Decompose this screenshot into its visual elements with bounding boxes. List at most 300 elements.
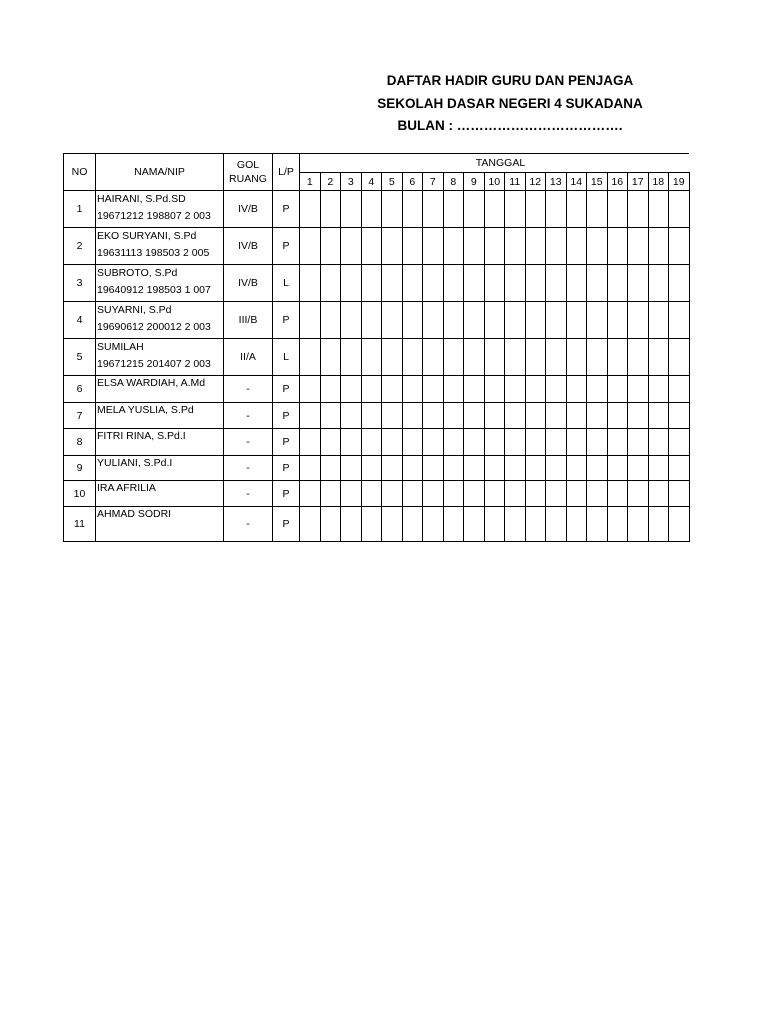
attendance-cell-day-5 [382, 481, 403, 507]
row-gol: - [224, 429, 273, 456]
attendance-cell-day-2 [320, 302, 341, 339]
attendance-cell-day-1 [300, 302, 321, 339]
row-nama-nip [96, 481, 224, 507]
attendance-cell-day-12 [525, 228, 546, 265]
attendance-cell-day-6 [402, 191, 423, 228]
attendance-cell-day-12 [525, 456, 546, 481]
attendance-cell-day-18 [648, 481, 669, 507]
attendance-cell-day-12 [525, 403, 546, 429]
day-header-6: 6 [402, 173, 423, 191]
day-header-7: 7 [423, 173, 444, 191]
day-header-14: 14 [566, 173, 587, 191]
attendance-cell-day-7 [423, 456, 444, 481]
attendance-cell-day-14 [566, 376, 587, 403]
header-tanggal-label: TANGGAL [475, 157, 526, 169]
attendance-cell-day-18 [648, 339, 669, 376]
attendance-cell-day-15 [587, 339, 608, 376]
attendance-cell-day-10 [484, 191, 505, 228]
attendance-cell-day-17 [628, 481, 649, 507]
table-row [64, 481, 690, 507]
row-nip: 19631113 198503 2 005 [97, 247, 210, 259]
row-nip: 19690612 200012 2 003 [97, 321, 211, 333]
attendance-cell-day-7 [423, 403, 444, 429]
attendance-cell-day-16 [607, 507, 628, 542]
row-no: 2 [64, 228, 96, 265]
month-line: BULAN : ………………………………. [397, 118, 623, 133]
table-row [64, 507, 690, 542]
attendance-cell-day-7 [423, 429, 444, 456]
attendance-cell-day-4 [361, 339, 382, 376]
row-nama-nip [96, 403, 224, 429]
table-row [64, 403, 690, 429]
attendance-cell-day-14 [566, 265, 587, 302]
attendance-cell-day-16 [607, 191, 628, 228]
table-row [64, 265, 690, 302]
attendance-cell-day-13 [546, 376, 567, 403]
attendance-cell-day-2 [320, 265, 341, 302]
day-header-4: 4 [361, 173, 382, 191]
row-gol: IV/B [224, 191, 273, 228]
attendance-cell-day-5 [382, 228, 403, 265]
attendance-cell-day-1 [300, 228, 321, 265]
attendance-cell-day-10 [484, 339, 505, 376]
attendance-cell-day-16 [607, 376, 628, 403]
attendance-cell-day-12 [525, 191, 546, 228]
attendance-cell-day-14 [566, 302, 587, 339]
attendance-cell-day-6 [402, 481, 423, 507]
attendance-cell-day-9 [464, 302, 485, 339]
attendance-cell-day-15 [587, 265, 608, 302]
attendance-cell-day-8 [443, 302, 464, 339]
table-row [64, 302, 690, 339]
attendance-cell-day-1 [300, 456, 321, 481]
attendance-cell-day-2 [320, 403, 341, 429]
attendance-cell-day-1 [300, 191, 321, 228]
row-nama-nip [96, 376, 224, 403]
attendance-cell-day-15 [587, 302, 608, 339]
attendance-cell-day-3 [341, 507, 362, 542]
attendance-cell-day-19 [669, 265, 690, 302]
attendance-cell-day-11 [505, 265, 526, 302]
attendance-cell-day-14 [566, 191, 587, 228]
document-title: DAFTAR HADIR GURU DAN PENJAGA [386, 73, 634, 88]
attendance-cell-day-18 [648, 403, 669, 429]
row-no: 10 [64, 481, 96, 507]
attendance-cell-day-18 [648, 191, 669, 228]
row-nama: YULIANI, S.Pd.I [97, 457, 173, 469]
attendance-cell-day-3 [341, 191, 362, 228]
attendance-cell-day-5 [382, 302, 403, 339]
attendance-table [63, 153, 690, 542]
attendance-cell-day-2 [320, 429, 341, 456]
header-gol: GOL [236, 159, 260, 171]
attendance-cell-day-7 [423, 507, 444, 542]
day-header-13: 13 [546, 173, 567, 191]
day-header-1: 1 [300, 173, 321, 191]
attendance-cell-day-8 [443, 429, 464, 456]
attendance-cell-day-10 [484, 302, 505, 339]
attendance-cell-day-2 [320, 456, 341, 481]
attendance-cell-day-17 [628, 302, 649, 339]
attendance-cell-day-16 [607, 456, 628, 481]
attendance-cell-day-19 [669, 191, 690, 228]
attendance-cell-day-5 [382, 339, 403, 376]
attendance-cell-day-12 [525, 429, 546, 456]
attendance-cell-day-6 [402, 376, 423, 403]
day-header-2: 2 [320, 173, 341, 191]
attendance-cell-day-17 [628, 429, 649, 456]
attendance-cell-day-5 [382, 403, 403, 429]
attendance-cell-day-8 [443, 265, 464, 302]
row-gol: - [224, 481, 273, 507]
day-header-5: 5 [382, 173, 403, 191]
attendance-cell-day-8 [443, 456, 464, 481]
attendance-cell-day-18 [648, 302, 669, 339]
attendance-cell-day-9 [464, 429, 485, 456]
attendance-cell-day-11 [505, 481, 526, 507]
attendance-cell-day-1 [300, 481, 321, 507]
attendance-cell-day-17 [628, 228, 649, 265]
attendance-cell-day-16 [607, 228, 628, 265]
attendance-cell-day-10 [484, 376, 505, 403]
attendance-cell-day-11 [505, 191, 526, 228]
attendance-cell-day-14 [566, 456, 587, 481]
attendance-cell-day-10 [484, 481, 505, 507]
attendance-cell-day-8 [443, 481, 464, 507]
row-no: 1 [64, 191, 96, 228]
day-header-11: 11 [505, 173, 526, 191]
attendance-cell-day-4 [361, 403, 382, 429]
table-row [64, 191, 690, 228]
attendance-cell-day-2 [320, 481, 341, 507]
attendance-cell-day-2 [320, 376, 341, 403]
attendance-cell-day-16 [607, 302, 628, 339]
header-gol-ruang [224, 154, 273, 191]
row-nama-nip [96, 429, 224, 456]
attendance-cell-day-12 [525, 339, 546, 376]
attendance-cell-day-18 [648, 456, 669, 481]
table-row [64, 376, 690, 403]
attendance-cell-day-2 [320, 507, 341, 542]
row-lp: P [273, 456, 300, 481]
row-lp: P [273, 481, 300, 507]
attendance-cell-day-1 [300, 403, 321, 429]
attendance-cell-day-4 [361, 481, 382, 507]
attendance-cell-day-13 [546, 429, 567, 456]
attendance-cell-day-9 [464, 191, 485, 228]
attendance-cell-day-7 [423, 376, 444, 403]
attendance-cell-day-4 [361, 228, 382, 265]
attendance-cell-day-3 [341, 265, 362, 302]
attendance-cell-day-14 [566, 429, 587, 456]
attendance-cell-day-1 [300, 429, 321, 456]
table-row [64, 456, 690, 481]
row-gol: II/A [224, 339, 273, 376]
attendance-cell-day-12 [525, 376, 546, 403]
attendance-cell-day-9 [464, 228, 485, 265]
attendance-cell-day-3 [341, 339, 362, 376]
row-no: 8 [64, 429, 96, 456]
row-nama: HAIRANI, S.Pd.SD [97, 193, 186, 205]
attendance-cell-day-11 [505, 429, 526, 456]
day-header-9: 9 [464, 173, 485, 191]
attendance-cell-day-3 [341, 481, 362, 507]
attendance-cell-day-15 [587, 481, 608, 507]
attendance-cell-day-7 [423, 339, 444, 376]
attendance-cell-day-17 [628, 456, 649, 481]
attendance-cell-day-17 [628, 339, 649, 376]
day-header-8: 8 [443, 173, 464, 191]
attendance-cell-day-1 [300, 265, 321, 302]
row-nama: SUYARNI, S.Pd [97, 304, 172, 316]
attendance-cell-day-18 [648, 228, 669, 265]
row-gol: - [224, 507, 273, 542]
header-ruang: RUANG [229, 173, 267, 185]
attendance-cell-day-6 [402, 228, 423, 265]
attendance-cell-day-8 [443, 507, 464, 542]
attendance-cell-day-4 [361, 507, 382, 542]
row-nama: IRA AFRILIA [97, 482, 156, 494]
attendance-cell-day-3 [341, 403, 362, 429]
row-nama: SUMILAH [97, 341, 144, 353]
attendance-cell-day-7 [423, 302, 444, 339]
day-header-17: 17 [628, 173, 649, 191]
attendance-cell-day-10 [484, 403, 505, 429]
attendance-cell-day-19 [669, 481, 690, 507]
attendance-cell-day-8 [443, 403, 464, 429]
attendance-cell-day-4 [361, 456, 382, 481]
row-nama-nip [96, 191, 224, 228]
row-nama-nip [96, 456, 224, 481]
attendance-cell-day-12 [525, 481, 546, 507]
attendance-cell-day-13 [546, 228, 567, 265]
attendance-cell-day-9 [464, 339, 485, 376]
attendance-cell-day-3 [341, 456, 362, 481]
attendance-cell-day-11 [505, 339, 526, 376]
row-no: 6 [64, 376, 96, 403]
attendance-cell-day-4 [361, 429, 382, 456]
attendance-cell-day-9 [464, 481, 485, 507]
day-header-3: 3 [341, 173, 362, 191]
attendance-cell-day-8 [443, 376, 464, 403]
attendance-cell-day-1 [300, 376, 321, 403]
table-row [64, 339, 690, 376]
header-row-1 [64, 154, 690, 173]
row-lp: P [273, 507, 300, 542]
attendance-cell-day-7 [423, 191, 444, 228]
attendance-cell-day-19 [669, 302, 690, 339]
attendance-cell-day-12 [525, 265, 546, 302]
attendance-cell-day-12 [525, 302, 546, 339]
attendance-cell-day-5 [382, 265, 403, 302]
attendance-cell-day-9 [464, 376, 485, 403]
attendance-cell-day-13 [546, 507, 567, 542]
attendance-cell-day-11 [505, 456, 526, 481]
row-nama-nip [96, 339, 224, 376]
attendance-cell-day-9 [464, 456, 485, 481]
attendance-cell-day-6 [402, 265, 423, 302]
attendance-cell-day-19 [669, 507, 690, 542]
attendance-cell-day-14 [566, 403, 587, 429]
row-nama-nip [96, 302, 224, 339]
attendance-cell-day-15 [587, 456, 608, 481]
attendance-cell-day-2 [320, 228, 341, 265]
attendance-cell-day-19 [669, 228, 690, 265]
attendance-cell-day-3 [341, 429, 362, 456]
attendance-cell-day-6 [402, 429, 423, 456]
attendance-cell-day-13 [546, 456, 567, 481]
attendance-cell-day-19 [669, 456, 690, 481]
attendance-cell-day-16 [607, 481, 628, 507]
row-gol: IV/B [224, 265, 273, 302]
attendance-cell-day-5 [382, 456, 403, 481]
attendance-cell-day-5 [382, 191, 403, 228]
table-row [64, 429, 690, 456]
attendance-cell-day-14 [566, 339, 587, 376]
attendance-cell-day-8 [443, 228, 464, 265]
attendance-cell-day-5 [382, 429, 403, 456]
day-header-19: 19 [669, 173, 690, 191]
row-nama-nip [96, 228, 224, 265]
row-no: 4 [64, 302, 96, 339]
row-nama: EKO SURYANI, S.Pd [97, 230, 197, 242]
attendance-cell-day-18 [648, 265, 669, 302]
day-header-10: 10 [484, 173, 505, 191]
attendance-cell-day-5 [382, 507, 403, 542]
attendance-cell-day-18 [648, 376, 669, 403]
attendance-cell-day-14 [566, 228, 587, 265]
row-gol: IV/B [224, 228, 273, 265]
attendance-cell-day-13 [546, 403, 567, 429]
attendance-cell-day-9 [464, 403, 485, 429]
row-gol: - [224, 456, 273, 481]
row-lp: L [273, 265, 300, 302]
row-nama: AHMAD SODRI [97, 508, 172, 520]
attendance-cell-day-16 [607, 403, 628, 429]
attendance-cell-day-7 [423, 265, 444, 302]
attendance-cell-day-10 [484, 507, 505, 542]
attendance-cell-day-17 [628, 376, 649, 403]
row-nama: SUBROTO, S.Pd [97, 267, 178, 279]
attendance-cell-day-2 [320, 339, 341, 376]
attendance-cell-day-1 [300, 339, 321, 376]
attendance-cell-day-4 [361, 191, 382, 228]
attendance-cell-day-3 [341, 228, 362, 265]
attendance-cell-day-13 [546, 339, 567, 376]
attendance-cell-day-18 [648, 507, 669, 542]
attendance-cell-day-18 [648, 429, 669, 456]
day-header-12: 12 [525, 173, 546, 191]
row-gol: - [224, 376, 273, 403]
attendance-cell-day-6 [402, 456, 423, 481]
row-lp: P [273, 302, 300, 339]
row-lp: P [273, 403, 300, 429]
attendance-cell-day-9 [464, 265, 485, 302]
attendance-cell-day-16 [607, 429, 628, 456]
attendance-cell-day-19 [669, 339, 690, 376]
attendance-cell-day-14 [566, 507, 587, 542]
attendance-cell-day-6 [402, 302, 423, 339]
row-gol: III/B [224, 302, 273, 339]
attendance-cell-day-11 [505, 403, 526, 429]
attendance-cell-day-6 [402, 339, 423, 376]
header-no: NO [64, 154, 96, 191]
row-gol: - [224, 403, 273, 429]
attendance-cell-day-17 [628, 403, 649, 429]
row-nama: FITRI RINA, S.Pd.I [97, 430, 186, 442]
attendance-cell-day-9 [464, 507, 485, 542]
attendance-cell-day-7 [423, 481, 444, 507]
row-nama: MELA YUSLIA, S.Pd [97, 404, 194, 416]
attendance-cell-day-4 [361, 302, 382, 339]
attendance-cell-day-15 [587, 507, 608, 542]
attendance-cell-day-11 [505, 302, 526, 339]
attendance-cell-day-16 [607, 265, 628, 302]
table-row [64, 228, 690, 265]
attendance-cell-day-11 [505, 507, 526, 542]
row-lp: L [273, 339, 300, 376]
row-nama: ELSA WARDIAH, A.Md [97, 377, 206, 389]
attendance-cell-day-13 [546, 191, 567, 228]
attendance-cell-day-13 [546, 481, 567, 507]
attendance-cell-day-11 [505, 376, 526, 403]
day-header-18: 18 [648, 173, 669, 191]
school-name: SEKOLAH DASAR NEGERI 4 SUKADANA [377, 96, 643, 111]
attendance-cell-day-15 [587, 403, 608, 429]
row-nip: 19671215 201407 2 003 [97, 358, 211, 370]
attendance-cell-day-6 [402, 507, 423, 542]
row-no: 11 [64, 507, 96, 542]
attendance-cell-day-6 [402, 403, 423, 429]
attendance-cell-day-17 [628, 507, 649, 542]
row-lp: P [273, 429, 300, 456]
row-no: 3 [64, 265, 96, 302]
attendance-cell-day-10 [484, 429, 505, 456]
row-lp: P [273, 191, 300, 228]
attendance-cell-day-1 [300, 507, 321, 542]
attendance-cell-day-3 [341, 376, 362, 403]
attendance-cell-day-2 [320, 191, 341, 228]
day-header-16: 16 [607, 173, 628, 191]
day-header-15: 15 [587, 173, 608, 191]
attendance-cell-day-12 [525, 507, 546, 542]
attendance-cell-day-4 [361, 376, 382, 403]
row-nama-nip [96, 507, 224, 542]
attendance-cell-day-4 [361, 265, 382, 302]
row-no: 5 [64, 339, 96, 376]
row-nama-nip [96, 265, 224, 302]
attendance-cell-day-10 [484, 456, 505, 481]
row-no: 9 [64, 456, 96, 481]
attendance-cell-day-7 [423, 228, 444, 265]
attendance-cell-day-17 [628, 265, 649, 302]
attendance-cell-day-19 [669, 403, 690, 429]
attendance-cell-day-16 [607, 339, 628, 376]
row-nip: 19671212 198807 2 003 [97, 210, 211, 222]
header-nama-nip: NAMA/NIP [96, 154, 224, 191]
attendance-cell-day-14 [566, 481, 587, 507]
row-no: 7 [64, 403, 96, 429]
attendance-cell-day-19 [669, 429, 690, 456]
attendance-cell-day-13 [546, 265, 567, 302]
attendance-cell-day-10 [484, 228, 505, 265]
attendance-cell-day-15 [587, 376, 608, 403]
attendance-cell-day-17 [628, 191, 649, 228]
attendance-cell-day-13 [546, 302, 567, 339]
header-lp: L/P [273, 154, 300, 191]
attendance-cell-day-8 [443, 339, 464, 376]
attendance-cell-day-15 [587, 429, 608, 456]
